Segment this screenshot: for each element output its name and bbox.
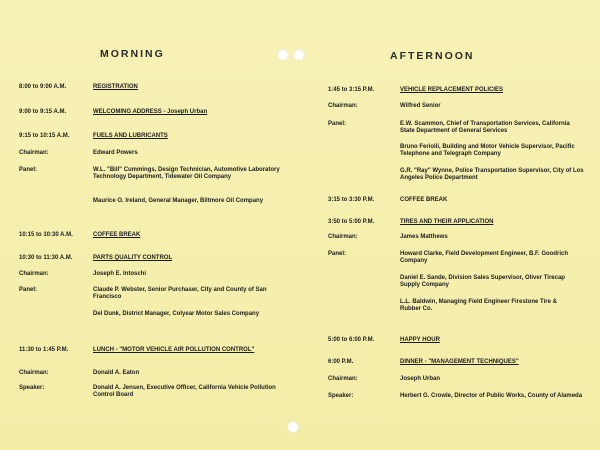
session-title: FUELS AND LUBRICANTS	[93, 133, 168, 139]
punch-hole-left	[277, 49, 289, 61]
session-time: 6:00 P.M.	[328, 359, 354, 365]
speaker-name: Herbert G. Crowle, Director of Public Works, County of Alameda	[400, 393, 583, 399]
session-title: WELCOMING ADDRESS - Joseph Urban	[93, 109, 208, 115]
session-title: COFFEE BREAK	[400, 197, 448, 203]
chairman-label: Chairman:	[328, 376, 358, 382]
session-title: DINNER - "MANAGEMENT TECHNIQUES"	[400, 359, 519, 365]
session-title: HAPPY HOUR	[400, 337, 440, 343]
chairman-name: Wilfred Senior	[400, 103, 441, 109]
session-time: 10:30 to 11:30 A.M.	[19, 255, 73, 261]
panelist: W.L. "Bill" Cummings, Design Technician, Automotive Laboratory Technology Department, Tidewater Oil Company	[93, 167, 280, 181]
panel-label: Panel:	[328, 121, 347, 127]
morning-column	[19, 84, 284, 414]
panelist: L.L. Baldwin, Managing Field Engineer Firestone Tire & Rubber Co.	[400, 299, 557, 313]
session-time: 5:00 to 6:00 P.M.	[328, 337, 375, 343]
session-time: 11:30 to 1:45 P.M.	[19, 347, 69, 353]
session-title: TIRES AND THEIR APPLICATION	[400, 219, 494, 225]
session-time: 10:15 to 10:30 A.M.	[19, 232, 73, 238]
panelist: Maurice O. Ireland, General Manager, Biltmore Oil Company	[93, 198, 264, 204]
session-time: 3:50 to 5:00 P.M.	[328, 219, 375, 225]
chairman-name: Joseph E. Intoschi	[93, 271, 147, 277]
chairman-label: Chairman:	[19, 370, 49, 376]
panelist: Howard Clarke, Field Development Engineer, B.F. Goodrich Company	[400, 251, 569, 265]
panel-label: Panel:	[19, 167, 38, 173]
session-title: COFFEE BREAK	[93, 232, 141, 238]
afternoon-heading: AFTERNOON	[390, 50, 475, 62]
session-title: LUNCH - "MOTOR VEHICLE AIR POLLUTION CONTROL"	[93, 347, 255, 353]
chairman-label: Chairman:	[328, 103, 358, 109]
chairman-label: Chairman:	[328, 234, 358, 240]
chairman-name: James Matthews	[400, 234, 448, 240]
session-time: 9:00 to 9:15 A.M.	[19, 109, 67, 115]
afternoon-column	[328, 87, 590, 417]
session-title: PARTS QUALITY CONTROL	[93, 255, 173, 261]
panelist: Daniel E. Sande, Division Sales Supervisor, Oliver Tirecap Supply Company	[400, 275, 565, 289]
panel-label: Panel:	[19, 287, 38, 293]
punch-hole-right	[293, 49, 305, 61]
session-time: 8:00 to 9:00 A.M.	[19, 84, 67, 90]
panelist: E.W. Scammon, Chief of Transportation Services, California State Department of General Services	[400, 121, 570, 135]
panel-label: Panel:	[328, 251, 347, 257]
session-time: 3:15 to 3:30 P.M.	[328, 197, 375, 203]
panelist: G.R. "Ray" Wynne, Police Transportation Supervisor, City of Los Angeles Police Department	[400, 168, 584, 182]
panelist: Del Dunk, District Manager, Colyear Motor Sales Company	[93, 311, 260, 317]
session-time: 9:15 to 10:15 A.M.	[19, 133, 70, 139]
chairman-name: Donald A. Eaton	[93, 370, 140, 376]
panelist: Claude P. Webster, Senior Purchaser, City and County of San Francisco	[93, 287, 267, 301]
chairman-label: Chairman:	[19, 150, 49, 156]
session-time: 1:45 to 3:15 P.M.	[328, 87, 375, 93]
speaker-label: Speaker:	[19, 385, 45, 391]
punch-hole-bottom	[287, 421, 299, 433]
session-title: REGISTRATION	[93, 84, 138, 90]
chairman-label: Chairman:	[19, 271, 49, 277]
speaker-name: Donald A. Jensen, Executive Officer, California Vehicle Pollution Control Board	[93, 385, 276, 399]
chairman-name: Edward Powers	[93, 150, 138, 156]
session-title: VEHICLE REPLACEMENT POLICIES	[400, 87, 504, 93]
morning-heading: MORNING	[100, 48, 165, 60]
speaker-label: Speaker:	[328, 393, 354, 399]
chairman-name: Joseph Urban	[400, 376, 441, 382]
panelist: Bruno Feriolli, Building and Motor Vehicle Supervisor, Pacific Telephone and Telegraph Company	[400, 144, 575, 158]
